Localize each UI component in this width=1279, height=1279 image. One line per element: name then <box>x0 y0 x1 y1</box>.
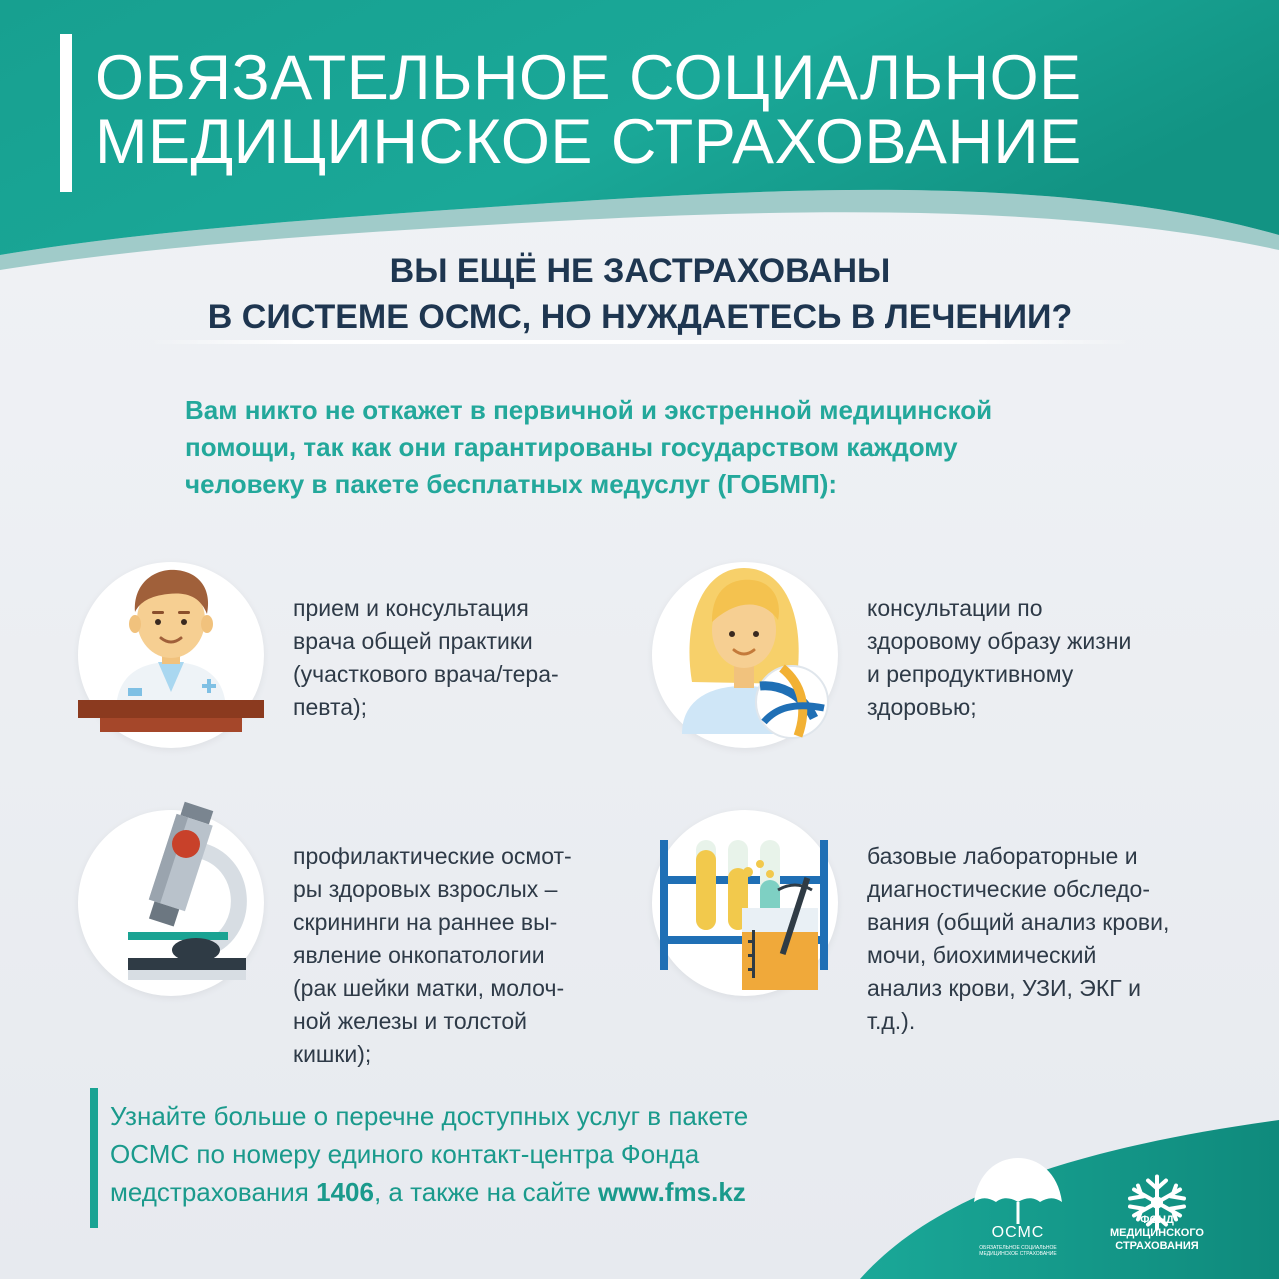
osms-logo-name: ОСМС <box>991 1224 1045 1241</box>
fms-caption-line-1: ФОНД <box>1140 1214 1174 1226</box>
service-line: базовые лабораторные и <box>867 843 1138 869</box>
service-line: ры здоровых взрослых – <box>293 876 558 902</box>
service-line: мочи, биохимический <box>867 942 1097 968</box>
lab-tubes-icon <box>652 810 838 996</box>
service-item-lab-diagnostics <box>867 840 1227 1038</box>
page-title <box>95 43 1245 177</box>
service-line: консультации по <box>867 595 1043 621</box>
service-line: скрининги на раннее вы- <box>293 909 558 935</box>
fms-caption-line-2: МЕДИЦИНСКОГО <box>1110 1227 1204 1239</box>
service-line: (участкового врача/тера- <box>293 661 559 687</box>
service-line: (рак шейки матки, молоч- <box>293 975 565 1001</box>
title-accent-bar <box>60 34 72 192</box>
service-line: анализ крови, УЗИ, ЭКГ и <box>867 975 1141 1001</box>
osms-umbrella-logo-icon <box>968 1150 1068 1260</box>
intro-line-1: Вам никто не откажет в первичной и экстренной медицинской <box>185 395 993 425</box>
service-line: т.д.). <box>867 1008 916 1034</box>
intro-paragraph <box>185 392 1115 503</box>
question-underline <box>150 340 1130 344</box>
intro-line-3: человеку в пакете бесплатных медуслуг (ГОБМП): <box>185 469 838 499</box>
service-line: прием и консультация <box>293 595 529 621</box>
service-line: певта); <box>293 694 368 720</box>
footer-line-3-middle: , а также на сайте <box>373 1177 598 1207</box>
service-item-gp-consultation <box>293 592 633 724</box>
osms-logo-subtitle: ОБЯЗАТЕЛЬНОЕ СОЦИАЛЬНОЕ МЕДИЦИНСКОЕ СТРАХОВАНИЕ <box>979 1245 1057 1257</box>
contact-phone-number: 1406 <box>316 1177 374 1207</box>
service-line: кишки); <box>293 1041 372 1067</box>
question-line-1: ВЫ ЕЩЁ НЕ ЗАСТРАХОВАНЫ <box>389 252 891 290</box>
service-line: врача общей практики <box>293 628 533 654</box>
service-line: явление онкопатологии <box>293 942 545 968</box>
service-line: и репродуктивному <box>867 661 1074 687</box>
doctor-icon <box>78 562 264 748</box>
service-line: здоровью; <box>867 694 977 720</box>
title-line-1: ОБЯЗАТЕЛЬНОЕ СОЦИАЛЬНОЕ <box>95 43 1082 113</box>
website-link[interactable]: www.fms.kz <box>597 1177 746 1207</box>
footer-contact-info <box>110 1097 870 1211</box>
footer-line-2: ОСМС по номеру единого контакт-центра Фонда <box>110 1139 700 1169</box>
service-line: здоровому образу жизни <box>867 628 1132 654</box>
footer-accent-bar <box>90 1088 98 1228</box>
footer-line-3-prefix: медстрахования <box>110 1177 317 1207</box>
title-line-2: МЕДИЦИНСКОЕ СТРАХОВАНИЕ <box>95 107 1082 177</box>
question-line-2: В СИСТЕМЕ ОСМС, НО НУЖДАЕТЕСЬ В ЛЕЧЕНИИ? <box>207 298 1073 336</box>
microscope-icon <box>78 810 264 996</box>
fms-caption-line-3: СТРАХОВАНИЯ <box>1115 1240 1199 1252</box>
question-heading <box>150 248 1130 340</box>
intro-line-2: помощи, так как они гарантированы государством каждому <box>185 432 958 462</box>
service-line: вания (общий анализ крови, <box>867 909 1170 935</box>
service-line: профилактические осмот- <box>293 843 572 869</box>
woman-with-ball-icon <box>652 562 838 748</box>
fms-logo-caption <box>1096 1214 1218 1253</box>
service-line: диагностические обследо- <box>867 876 1150 902</box>
service-line: ной железы и толстой <box>293 1008 527 1034</box>
service-item-healthy-lifestyle <box>867 592 1207 724</box>
service-item-screenings <box>293 840 633 1071</box>
footer-line-1: Узнайте больше о перечне доступных услуг в пакете <box>110 1101 749 1131</box>
